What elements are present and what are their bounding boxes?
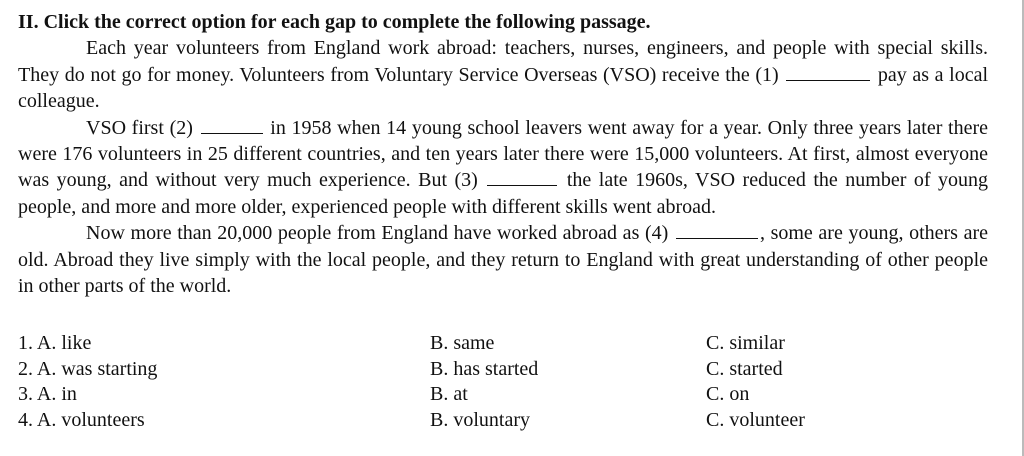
paragraph-1-text-a: Each year volunteers from England work abroad: teachers, nurses, engineers, and people with special skills. They do not go for money. Volunteers from Voluntary Service Overseas (VSO) receive the (1) (18, 37, 988, 86)
option-1a[interactable]: 1. A. like (18, 332, 92, 354)
paragraph-2-text-a: VSO first (2) (86, 116, 193, 139)
option-row-4 (18, 408, 998, 434)
option-2b[interactable]: B. has started (430, 357, 539, 380)
paragraph-3-text-b: , some are young, others are old. Abroad they live simply with the local people, and they return to England with great understanding of other people in other parts of the world. (18, 222, 989, 298)
paragraph-1-text-b: pay as a local colleague. (18, 63, 989, 113)
option-4a[interactable]: 4. A. volunteers (18, 408, 145, 431)
paragraph-1 (18, 35, 988, 114)
option-3a[interactable]: 3. A. in (18, 383, 77, 405)
exercise-title: II. Click the correct option for each gap to complete the following passage. (18, 11, 651, 33)
option-2a[interactable]: 2. A. was starting (18, 357, 158, 380)
option-4c[interactable]: C. volunteer (706, 408, 805, 431)
gap-1[interactable] (786, 62, 870, 81)
paragraph-2-text-b: in 1958 when 14 young school leavers went away for a year. Only three years later there were 176 volunteers in 25 different countries, and ten years later there were 15,000 volunteers. At first, almost everyone was young, and without very much experience. But (3) (18, 116, 989, 192)
paragraph-3-text-a: Now more than 20,000 people from England have worked abroad as (4) (86, 222, 669, 245)
option-1b[interactable]: B. same (430, 332, 495, 354)
option-2c[interactable]: C. started (706, 357, 783, 380)
option-1c[interactable]: C. similar (706, 332, 785, 354)
paragraph-2-text-c: the late 1960s, VSO reduced the number of young people, and more and more older, experienced people with different skills went abroad. (18, 169, 989, 218)
option-3c[interactable]: C. on (706, 383, 750, 405)
answer-options (18, 331, 998, 433)
paragraph-2 (18, 115, 988, 221)
paragraph-3 (18, 220, 988, 299)
option-3b[interactable]: B. at (430, 383, 468, 405)
gap-4[interactable] (676, 220, 758, 239)
option-4b[interactable]: B. voluntary (430, 408, 530, 431)
passage-area (18, 9, 988, 299)
gap-2[interactable] (201, 115, 263, 134)
option-row-1 (18, 331, 998, 357)
option-row-2 (18, 357, 998, 383)
option-row-3 (18, 382, 998, 408)
gap-3[interactable] (487, 167, 557, 186)
